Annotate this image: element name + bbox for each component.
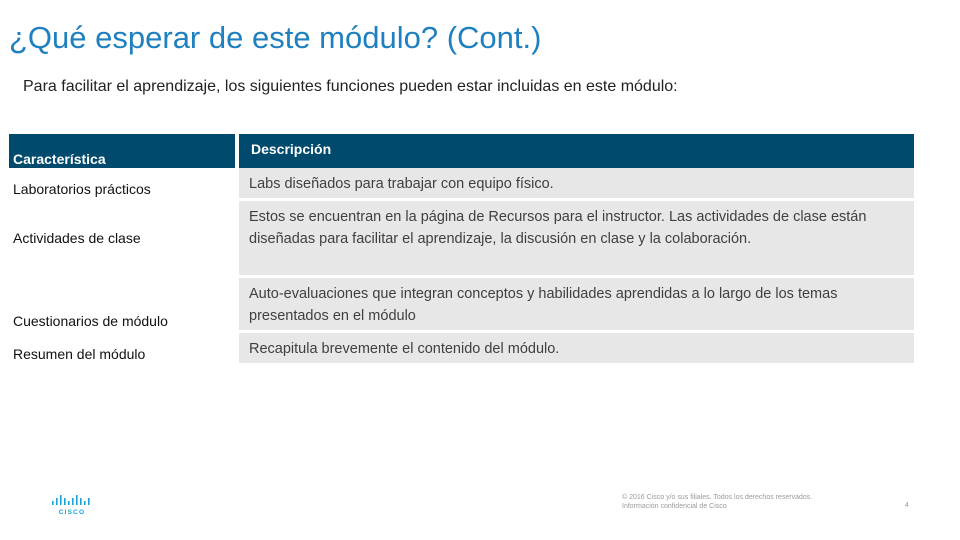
cisco-logo [51,494,93,516]
page-number: 4 [905,502,909,509]
features-table [9,134,914,366]
header-feature: Característica [9,134,237,168]
row-description: Labs diseñados para trabajar con equipo físico. [237,168,914,200]
cisco-wordmark: CISCO [58,509,86,516]
row-feature: Laboratorios prácticos [9,168,237,200]
row-feature: Cuestionarios de módulo [9,277,237,332]
row-description: Recapitula brevemente el contenido del módulo. [237,332,914,365]
table-row [9,200,914,277]
header-description: Descripción [237,134,914,168]
footer-copyright [622,493,812,511]
copyright-line-1: © 2016 Cisco y/o sus filiales. Todos los derechos reservados. [622,494,813,501]
row-feature: Resumen del módulo [9,332,237,365]
slide-title: ¿Qué esperar de este módulo? (Cont.) [9,20,542,55]
slide-intro: Para facilitar el aprendizaje, los siguientes funciones pueden estar incluidas en este módulo: [23,78,678,95]
copyright-line-2: Información confidencial de Cisco [622,503,727,510]
table-header-row [9,134,914,168]
table-row [9,332,914,365]
table-row [9,168,914,200]
table-row [9,277,914,332]
row-feature: Actividades de clase [9,200,237,277]
row-description: Auto-evaluaciones que integran conceptos y habilidades aprendidas a lo largo de los temas presentados en el módulo [237,277,914,332]
row-description: Estos se encuentran en la página de Recursos para el instructor. Las actividades de clase están diseñadas para facilitar el aprendizaje, la discusión en clase y la colaboración. [237,200,914,277]
